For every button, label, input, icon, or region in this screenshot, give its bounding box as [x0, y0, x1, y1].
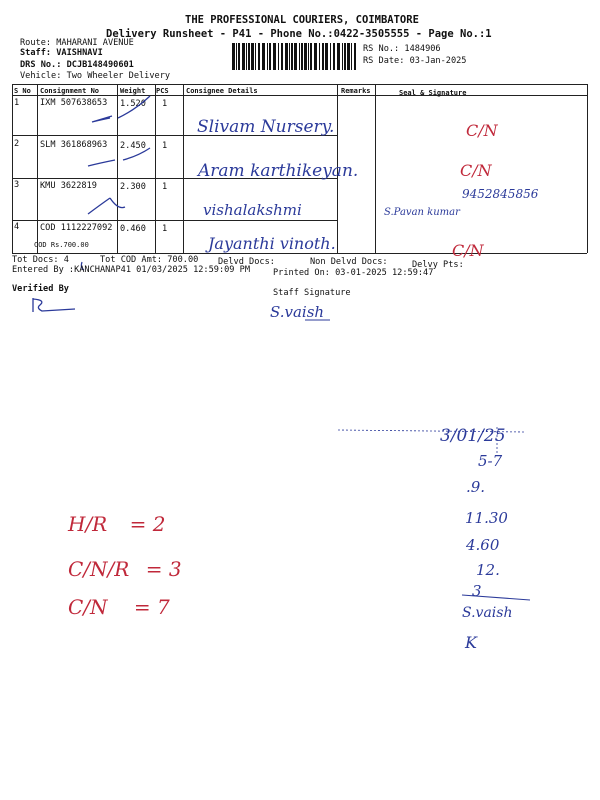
row3-pcs: 1: [162, 182, 168, 192]
col-weight: Weight: [120, 87, 146, 95]
summary-hr-value: = 2: [129, 512, 166, 536]
row1-pcs: 1: [162, 99, 168, 109]
summary-cn-value: = 7: [133, 595, 170, 619]
summary-line-7: 3: [472, 582, 482, 600]
row1-weight: 1.520: [120, 99, 146, 109]
row2-consignee: Aram karthikeyan.: [198, 161, 359, 181]
summary-cnr-label: C/N/R: [68, 557, 130, 581]
row1-seal: C/N: [466, 121, 498, 140]
row3-signature: S.Pavan kumar: [384, 207, 460, 218]
drs-value: DCJB148490601: [66, 60, 134, 70]
route: Route: MAHARANI AVENUE: [20, 38, 134, 48]
entered-by: Entered By :KANCHANAP41 01/03/2025 12:59:09 PM: [12, 265, 250, 275]
printed-on: Printed On: 03-01-2025 12:59:47: [273, 268, 434, 278]
summary-date: 3/01/25: [440, 426, 506, 446]
row2-consignment: SLM 361868963: [40, 140, 108, 150]
row3-sno: 3: [14, 180, 20, 190]
col-pcs: PCS: [156, 87, 169, 95]
summary-signature: S.vaish: [462, 605, 513, 621]
tot-cod: Tot COD Amt: 700.00: [100, 255, 199, 265]
row4-consignee: Jayanthi vinoth.: [208, 234, 336, 253]
row3-consignee: vishalakshmi: [203, 201, 302, 219]
col-sno: S No: [14, 87, 31, 95]
runsheet-title: Delivery Runsheet - P41 - Phone No.:0422-3505555 - Page No.:1: [106, 28, 492, 40]
row4-pcs: 1: [162, 224, 168, 234]
summary-cnr-value: = 3: [145, 557, 182, 581]
row4-cod: COD Rs.700.00: [34, 241, 89, 249]
row4-sno: 4: [14, 222, 20, 232]
staff-signature-label: Staff Signature: [273, 288, 351, 298]
summary-hr-label: H/R: [68, 512, 108, 536]
row1-consignment: IXM 507638653: [40, 98, 108, 108]
row1-sno: 1: [14, 98, 20, 108]
staff: Staff: VAISHNAVI: [20, 48, 103, 58]
col-seal: Seal & Signature: [399, 89, 467, 97]
summary-initial: K: [465, 633, 477, 652]
row4-consignment: COD 1112227092: [40, 223, 113, 233]
row3-seal: 9452845856: [462, 187, 539, 201]
row2-sno: 2: [14, 139, 20, 149]
drs-label: DRS No.:: [20, 60, 62, 70]
col-remarks: Remarks: [341, 87, 371, 95]
row1-consignee: Slivam Nursery.: [197, 117, 335, 137]
vehicle: Vehicle: Two Wheeler Delivery: [20, 71, 171, 81]
summary-cn-label: C/N: [68, 595, 108, 619]
row2-pcs: 1: [162, 141, 168, 151]
tot-docs: Tot Docs: 4: [12, 255, 69, 265]
summary-line-2: 5-7: [478, 452, 503, 470]
summary-line-6: 12.: [476, 561, 500, 579]
rs-date: RS Date: 03-Jan-2025: [363, 56, 467, 66]
non-delvd-docs: Non Delvd Docs:: [310, 257, 388, 267]
col-consignment: Consignment No: [40, 87, 100, 95]
delvd-docs: Delvd Docs:: [218, 257, 275, 267]
col-consignee: Consignee Details: [186, 87, 258, 95]
summary-cn: [68, 595, 170, 619]
summary-line-5: 4.60: [466, 536, 500, 554]
company-name: THE PROFESSIONAL COURIERS, COIMBATORE: [185, 14, 419, 26]
summary-hr: [68, 512, 165, 536]
verified-by: Verified By: [12, 284, 69, 294]
row4-seal: C/N: [452, 241, 484, 260]
row4-weight: 0.460: [120, 224, 146, 234]
row3-weight: 2.300: [120, 182, 146, 192]
staff-signature: S.vaish: [270, 303, 325, 321]
row2-weight: 2.450: [120, 141, 146, 151]
row2-seal: C/N: [460, 161, 492, 180]
summary-cnr: [68, 557, 182, 581]
delvy-pts: Delvy Pts:: [412, 260, 464, 270]
summary-line-3: .9.: [466, 478, 486, 496]
row3-consignment: KMU 3622819: [40, 181, 97, 191]
summary-line-4: 11.30: [465, 509, 508, 527]
rs-number: RS No.: 1484906: [363, 44, 441, 54]
